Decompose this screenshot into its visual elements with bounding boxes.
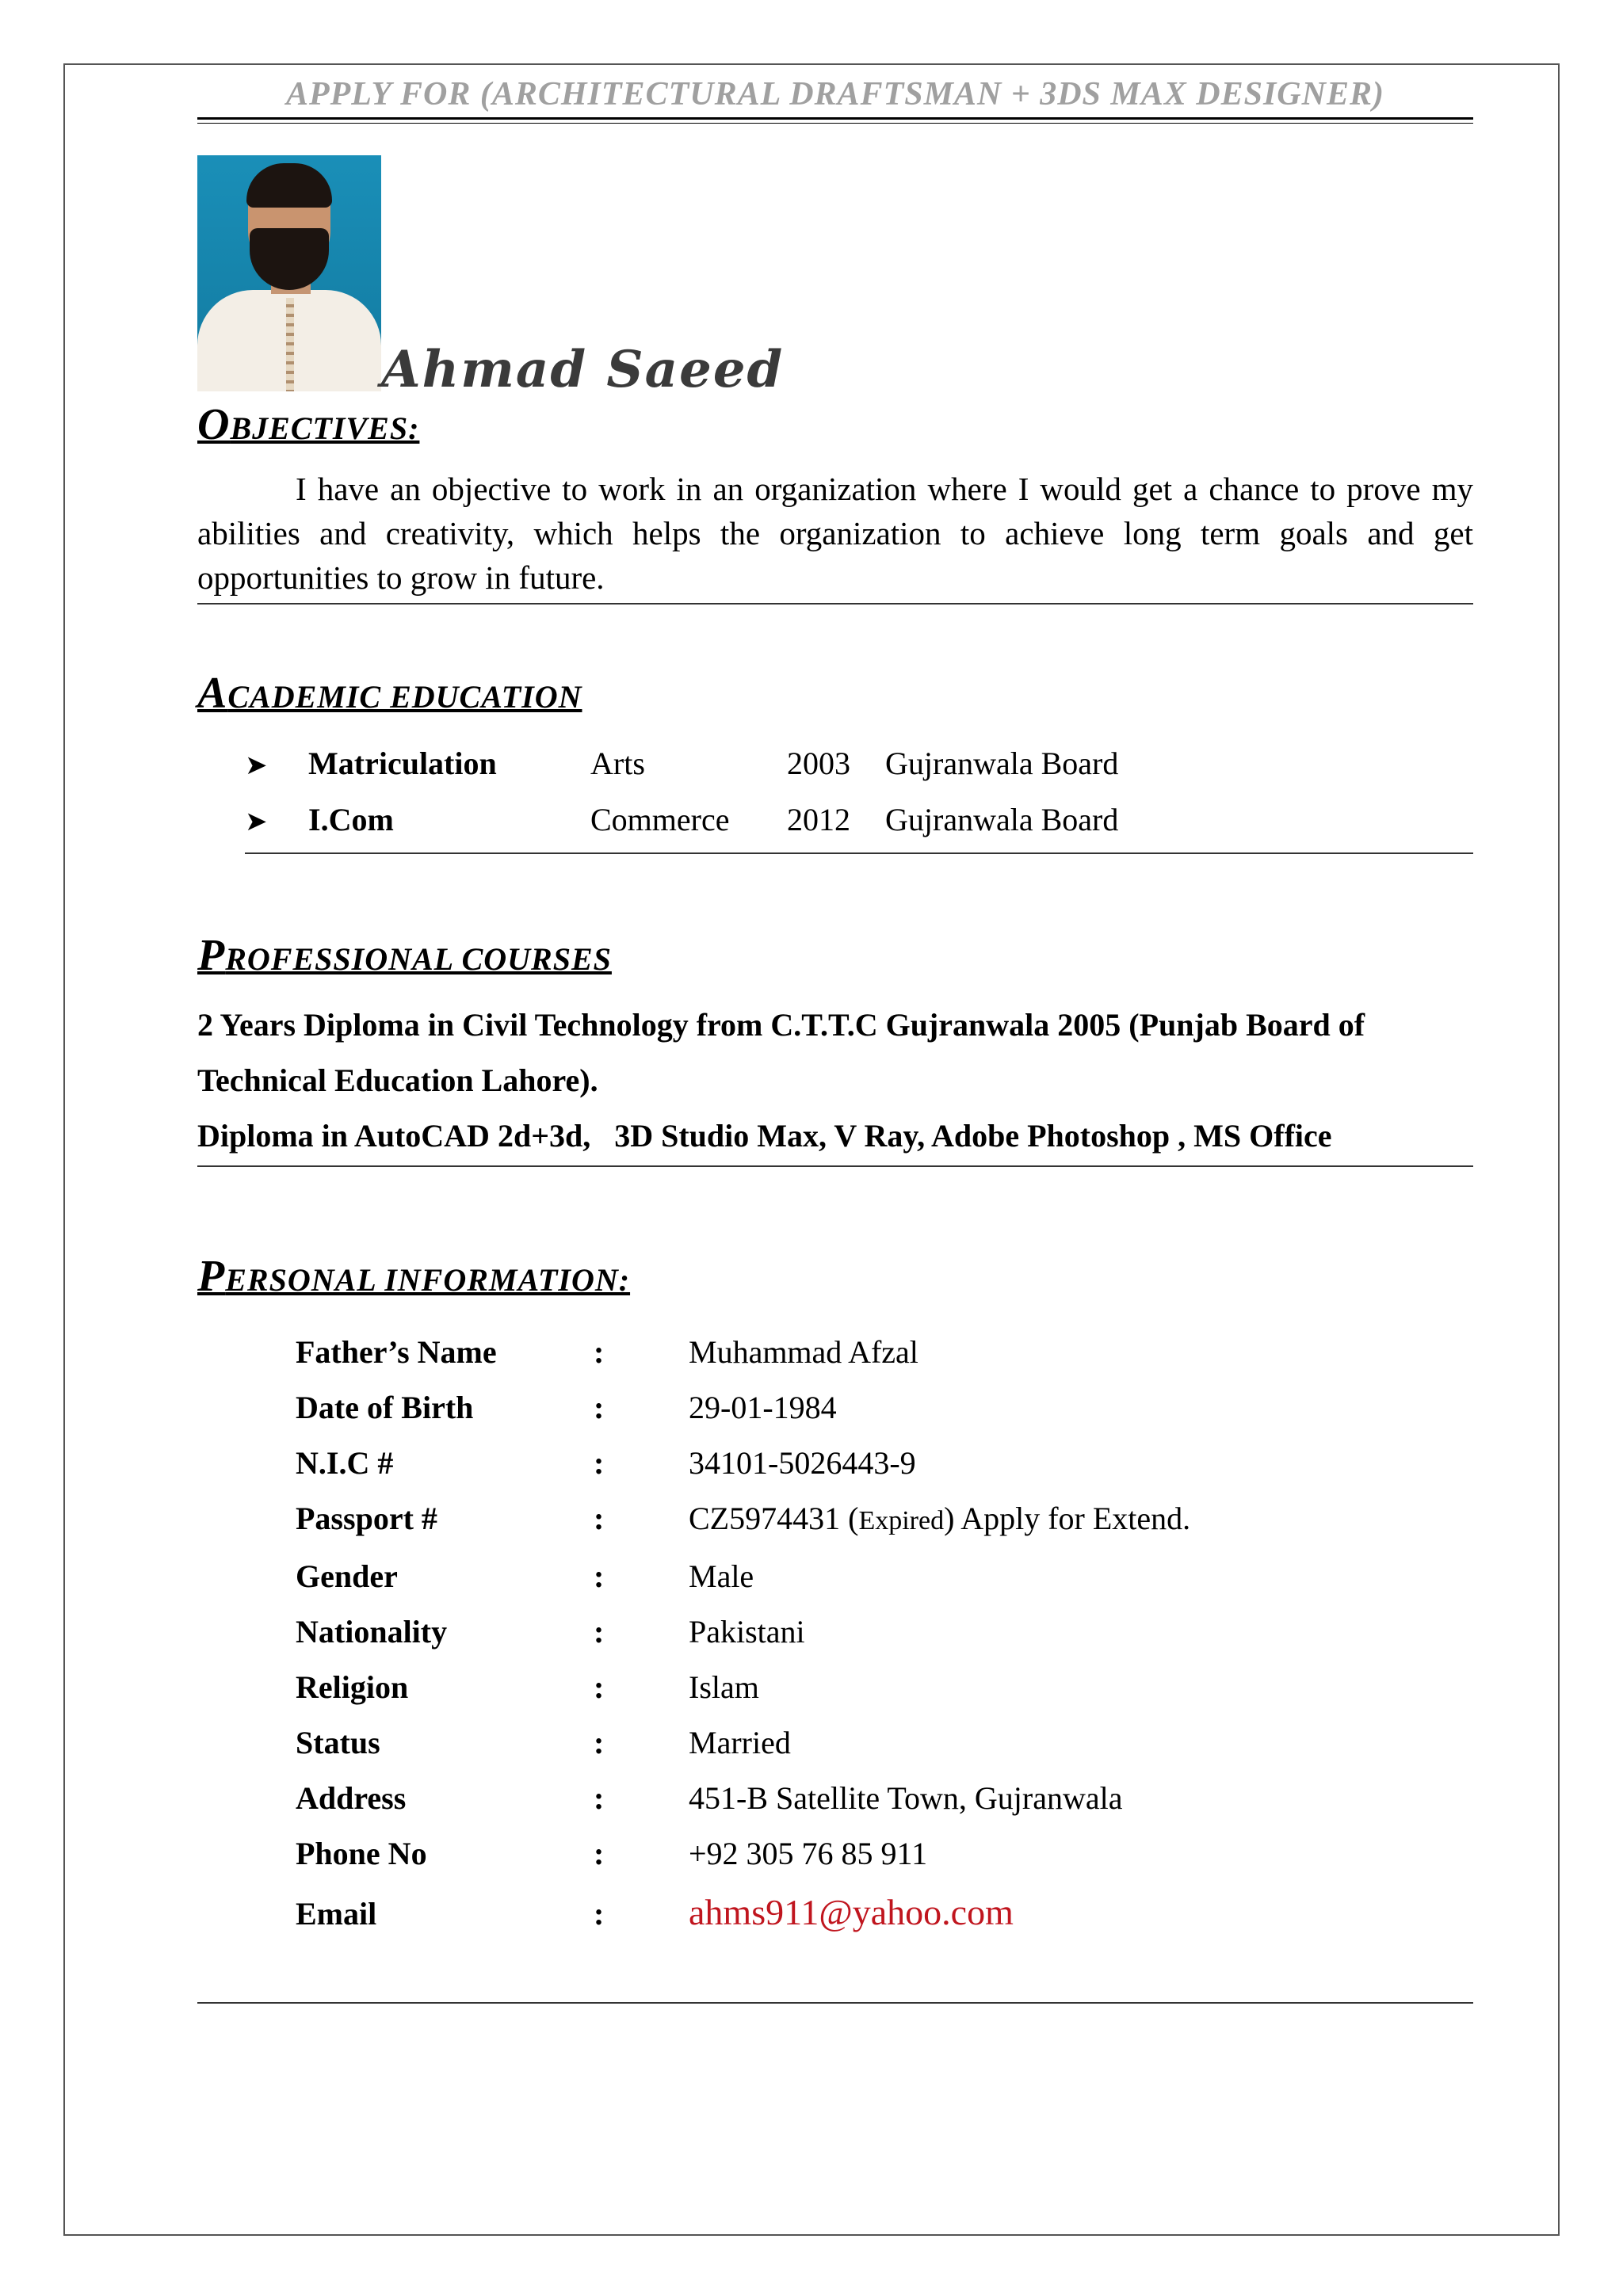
education-degree: I.Com bbox=[308, 802, 394, 837]
education-group: Arts bbox=[590, 746, 645, 781]
info-colon: : bbox=[594, 1614, 605, 1650]
education-row bbox=[245, 793, 1473, 849]
info-row-nic bbox=[296, 1436, 1473, 1491]
course-line: 2 Years Diploma in Civil Technology from C.T.T.C Gujranwala 2005 (Punjab Board of bbox=[197, 1007, 1365, 1043]
profile-photo bbox=[197, 155, 381, 391]
passport-number: CZ5974431 ( bbox=[689, 1501, 859, 1536]
info-colon: : bbox=[594, 1334, 605, 1370]
courses-list bbox=[197, 997, 1473, 1167]
info-row-email bbox=[296, 1882, 1473, 1945]
info-label: Status bbox=[296, 1725, 380, 1760]
passport-extend-note: ) Apply for Extend. bbox=[944, 1501, 1191, 1536]
info-label: Nationality bbox=[296, 1614, 448, 1650]
arrow-bullet-icon: ➤ bbox=[245, 807, 268, 837]
info-value: +92 305 76 85 911 bbox=[689, 1836, 928, 1871]
info-value: Muhammad Afzal bbox=[689, 1334, 918, 1370]
info-value: 451-B Satellite Town, Gujranwala bbox=[689, 1780, 1123, 1816]
info-row-address bbox=[296, 1771, 1473, 1826]
education-board: Gujranwala Board bbox=[885, 802, 1119, 837]
objectives-heading: OBJECTIVES: bbox=[197, 400, 420, 449]
info-row-passport bbox=[296, 1491, 1473, 1549]
candidate-name: Ahmad Saeed bbox=[381, 340, 785, 399]
info-colon: : bbox=[594, 1836, 605, 1871]
apply-for-title: APPLY FOR (ARCHITECTURAL DRAFTSMAN + 3DS MAX DESIGNER) bbox=[285, 76, 1384, 113]
info-colon: : bbox=[594, 1558, 605, 1594]
education-board: Gujranwala Board bbox=[885, 746, 1119, 781]
personal-info-table bbox=[296, 1325, 1473, 1945]
education-row bbox=[245, 737, 1473, 793]
education-heading: ACADEMIC EDUCATION bbox=[197, 669, 582, 718]
course-line: Diploma in AutoCAD 2d+3d, 3D Studio Max, V Ray, Adobe Photoshop , MS Office bbox=[197, 1118, 1332, 1154]
courses-heading: PROFESSIONAL COURSES bbox=[197, 931, 612, 980]
info-label: Gender bbox=[296, 1558, 398, 1594]
arrow-bullet-icon: ➤ bbox=[245, 751, 268, 780]
info-value: 34101-5026443-9 bbox=[689, 1445, 916, 1481]
info-colon: : bbox=[594, 1780, 605, 1816]
education-degree: Matriculation bbox=[308, 746, 497, 781]
personal-info-heading: PERSONAL INFORMATION: bbox=[197, 1252, 631, 1301]
education-year: 2012 bbox=[787, 802, 850, 837]
info-colon: : bbox=[594, 1501, 605, 1536]
bottom-rule bbox=[197, 2002, 1473, 2004]
info-value: 29-01-1984 bbox=[689, 1390, 837, 1425]
info-value bbox=[689, 1491, 1190, 1549]
course-line: Technical Education Lahore). bbox=[197, 1062, 598, 1098]
info-value: Pakistani bbox=[689, 1614, 805, 1650]
info-row-religion bbox=[296, 1660, 1473, 1715]
resume-content bbox=[197, 74, 1473, 2004]
education-list bbox=[245, 737, 1473, 854]
info-colon: : bbox=[594, 1445, 605, 1481]
info-label: Religion bbox=[296, 1669, 409, 1705]
info-colon: : bbox=[594, 1896, 605, 1932]
info-colon: : bbox=[594, 1390, 605, 1425]
info-colon: : bbox=[594, 1669, 605, 1705]
name-row bbox=[197, 155, 1473, 399]
education-group: Commerce bbox=[590, 802, 730, 837]
info-row-nationality bbox=[296, 1604, 1473, 1660]
info-value: Islam bbox=[689, 1669, 759, 1705]
info-row-gender bbox=[296, 1549, 1473, 1604]
education-year: 2003 bbox=[787, 746, 850, 781]
info-row-date-of-birth bbox=[296, 1380, 1473, 1436]
info-label: Passport # bbox=[296, 1501, 437, 1536]
info-row-status bbox=[296, 1715, 1473, 1771]
info-label: Phone No bbox=[296, 1836, 427, 1871]
info-label: N.I.C # bbox=[296, 1445, 394, 1481]
info-colon: : bbox=[594, 1725, 605, 1760]
info-value: Married bbox=[689, 1725, 791, 1760]
info-label: Email bbox=[296, 1896, 377, 1932]
info-label: Date of Birth bbox=[296, 1390, 474, 1425]
info-value: Male bbox=[689, 1558, 754, 1594]
passport-expired-note: Expired bbox=[858, 1506, 945, 1535]
header-double-rule bbox=[197, 117, 1473, 124]
email-link[interactable]: ahms911@yahoo.com bbox=[689, 1892, 1014, 1932]
info-row-phone bbox=[296, 1826, 1473, 1882]
objective-text: I have an objective to work in an organization where I would get a chance to prove my abilities and creativity, which helps the organization to achieve long term goals and get opportunities to grow in future. bbox=[197, 467, 1473, 605]
info-label: Father’s Name bbox=[296, 1334, 497, 1370]
info-row-fathers-name bbox=[296, 1325, 1473, 1380]
info-label: Address bbox=[296, 1780, 407, 1816]
